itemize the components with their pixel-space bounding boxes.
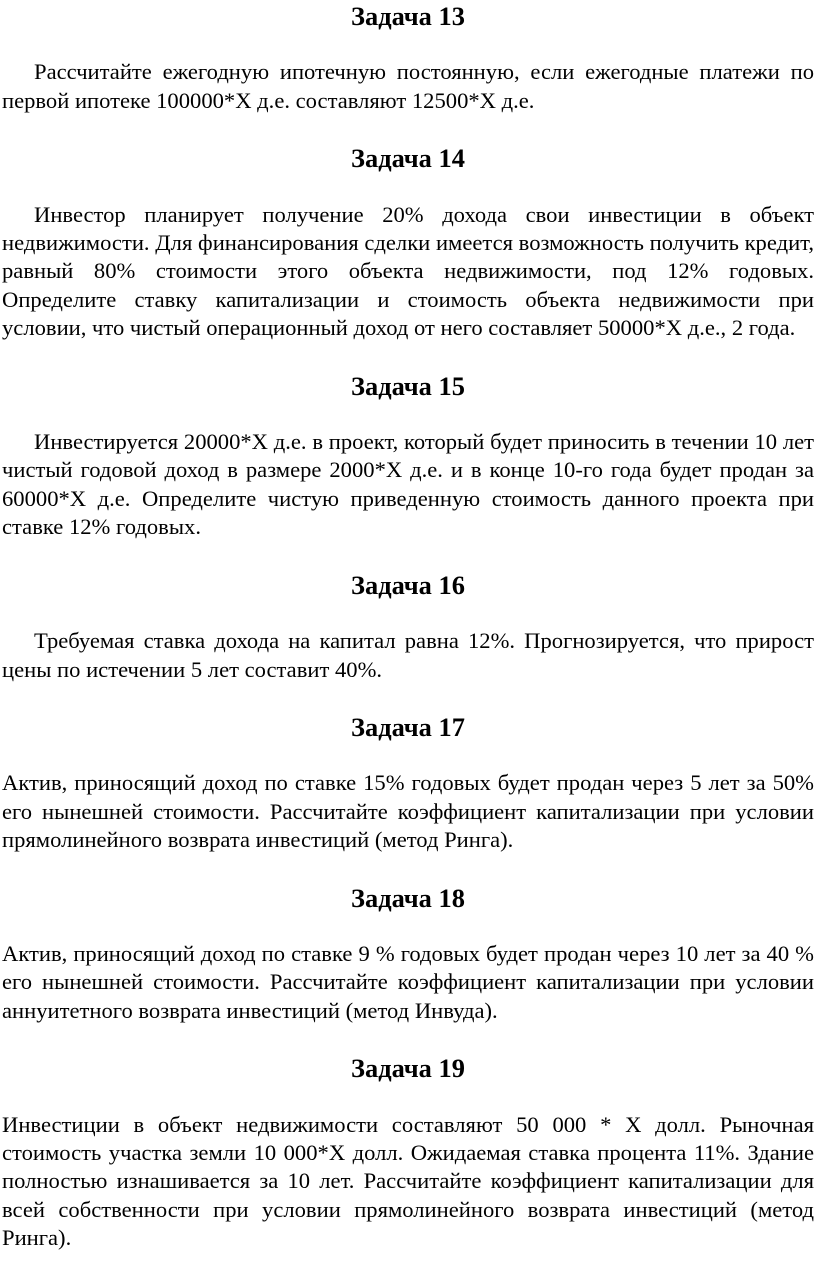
task-title: Задача 16: [351, 569, 465, 600]
task-text: Требуемая ставка дохода на капитал равна 12%. Прогнозируется, что прирост цены по истечении 5 лет составит 40%.: [2, 628, 814, 682]
task-title: Задача 19: [351, 1053, 465, 1084]
task-14: [2, 144, 814, 342]
task-title: Задача 15: [351, 370, 465, 401]
task-text: Инвестируется 20000*Х д.е. в проект, который будет приносить в течении 10 лет чистый годовой доход в размере 2000*Х д.е. и в конце 10-го года будет продан за 60000*Х д.е. Определите чистую приведенную стоимость данного проекта при ставке 12% годовых.: [2, 429, 814, 540]
task-17: [2, 713, 814, 855]
task-text: Инвестор планирует получение 20% дохода свои инвестиции в объект недвижимости. Для финансирования сделки имеется возможность получить кредит, равный 80% стоимости этого объекта недвижимости, под 12% годовых. Определите ставку капитализации и стоимость объекта недвижимости при условии, что чистый операционный доход от него составляет 50000*Х д.е., 2 года.: [2, 201, 814, 341]
task-13: [2, 0, 814, 115]
task-text: Рассчитайте ежегодную ипотечную постоянную, если ежегодные платежи по первой ипотеке 100000*Х д.е. составляют 12500*Х д.е.: [2, 59, 814, 113]
task-18: [2, 884, 814, 1026]
task-title: Задача 17: [351, 711, 465, 742]
task-16: [2, 571, 814, 684]
task-15: [2, 372, 814, 542]
task-title: Задача 14: [351, 143, 465, 174]
task-title: Задача 18: [351, 882, 465, 913]
task-title: Задача 13: [351, 1, 465, 31]
task-19: [2, 1054, 814, 1252]
task-text: Инвестиции в объект недвижимости составляют 50 000 * Х долл. Рыночная стоимость участка земли 10 000*Х долл. Ожидаемая ставка процента 11%. Здание полностью изнашивается за 10 лет. Рассчитайте коэффициент капитализации для всей собственности при условии прямолинейного возврата инвестиций (метод Ринга).: [2, 1111, 814, 1251]
task-text: Актив, приносящий доход по ставке 9 % годовых будет продан через 10 лет за 40 % его нынешней стоимости. Рассчитайте коэффициент капитализации при условии аннуитетного возврата инвестиций (метод Инвуда).: [2, 940, 814, 1023]
task-text: Актив, приносящий доход по ставке 15% годовых будет продан через 5 лет за 50% его нынешней стоимости. Рассчитайте коэффициент капитализации при условии прямолинейного возврата инвестиций (метод Ринга).: [2, 770, 814, 853]
